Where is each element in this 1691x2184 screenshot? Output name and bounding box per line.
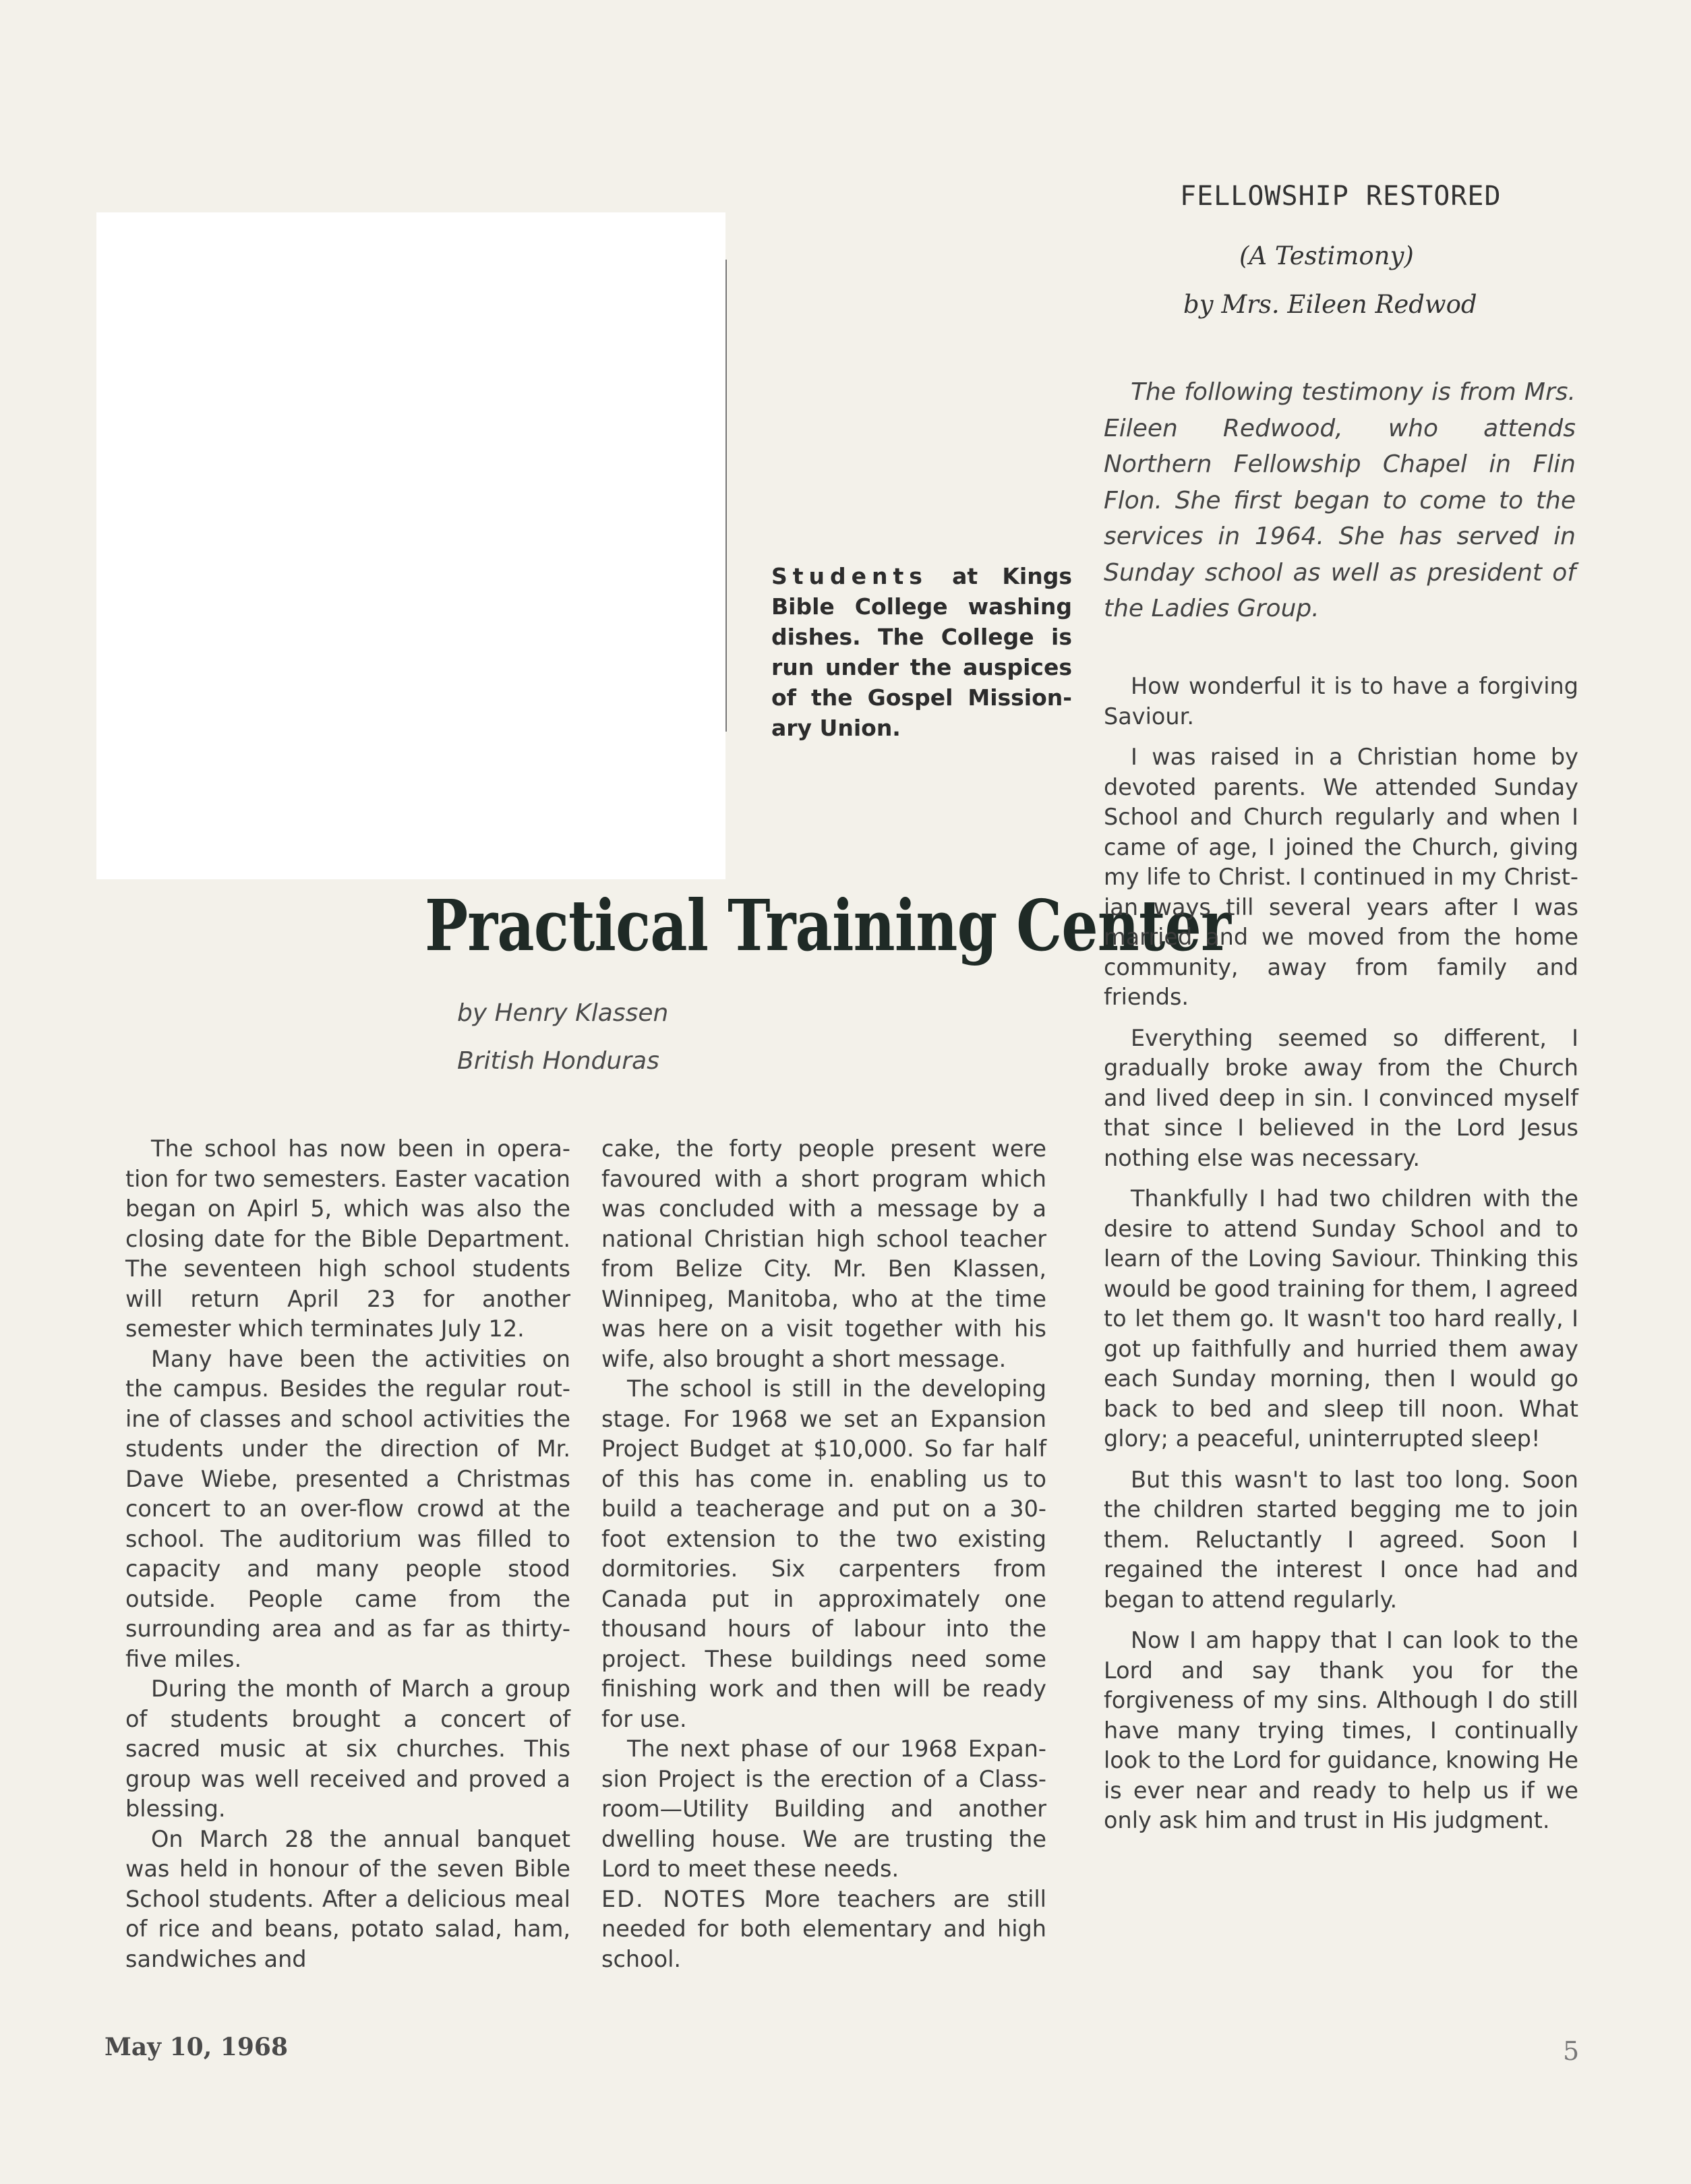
- testimony-paragraph: But this wasn't to last too long. Soon the children started begging me to join them. Reluctantly I agreed. Soon I regained the interest I once had and began to attend regularly.: [1104, 1466, 1578, 1613]
- page-number: 5: [1563, 2036, 1580, 2066]
- caption-text: at Kings Bible College washing dishes. The College is run under the auspices of the Gospel Missionary Union.: [771, 563, 1072, 741]
- photo-placeholder: [96, 212, 725, 879]
- testimony-paragraph: Thankfully I had two children with the desire to attend Sunday School and to learn of the Loving Saviour. Thinking this would be good training for them, I agreed to let them go. It wasn't too hard really, I got up faithfully and hurried them away each Sunday morning, then I would go back to bed and sleep till noon. What glory; a peaceful, uninterrupted sleep!: [1104, 1185, 1578, 1452]
- testimony-subtitle: (A Testimony): [1239, 241, 1414, 270]
- article-paragraph-continued: cake, the forty people present were favoured with a short program which was concluded with a message by a national Christian high school teacher from Belize City. Mr. Ben Klassen, Winnipeg, Manitoba, who at the time was here on a visit together with his wife, also brought a short message.: [601, 1135, 1046, 1372]
- article-paragraph: On March 28 the annual banquet was held in honour of the seven Bible School students. After a delicious meal of rice and beans, potato salad, ham, sandwiches and: [125, 1825, 570, 1972]
- article-author: by Henry Klassen: [457, 999, 669, 1027]
- testimony-paragraph: Now I am happy that I can look to the Lord and say thank you for the forgiveness of my sins. Although I do still have many trying times, I continually look to the Lord for guidance, knowing He is ever near and ready to help us if we only ask him and trust in His judgment.: [1104, 1627, 1578, 1833]
- article-title: Practical Training Center: [425, 884, 1231, 967]
- editor-note-text: More teachers are still needed for both elementary and high school.: [601, 1885, 1046, 1972]
- footer-date: May 10, 1968: [105, 2033, 288, 2061]
- article-paragraph: The next phase of our 1968 Expansion Project is the erection of a Classroom—Utility Building and another dwelling house. We are trusting the Lord to meet these needs.: [601, 1736, 1046, 1882]
- testimony-intro: [1104, 374, 1576, 627]
- testimony-column: [1104, 672, 1578, 1847]
- testimony-paragraph: Everything seemed so different, I gradually broke away from the Church and lived deep in sin. I convinced myself that since I believed in the Lord Jesus nothing else was necessary.: [1104, 1024, 1578, 1171]
- editor-note-label: ED. NOTES: [601, 1885, 747, 1912]
- testimony-paragraph: I was raised in a Christian home by devoted parents. We attended Sunday School and Church regularly and when I came of age, I joined the Church, giving my life to Christ. I continued in my Christian ways till several years after I was married and we moved from the home community, away from family and friends.: [1104, 744, 1578, 1010]
- photo-edge-rule: [725, 260, 727, 732]
- article-paragraph: During the month of March a group of students brought a concert of sacred music at six churches. This group was well received and proved a blessing.: [125, 1676, 570, 1822]
- article-paragraph: The school is still in the developing stage. For 1968 we set an Expansion Project Budget at $10,000. So far half of this has come in. enabling us to build a teacherage and put on a 30-foot extension to the two existing dormitories. Six carpenters from Canada put in approximately one thousand hours of labour into the project. These buildings need some finishing work and then will be ready for use.: [601, 1376, 1046, 1732]
- article-paragraph: Many have been the activities on the campus. Besides the regular routine of classes and school activities the students under the direction of Mr. Dave Wiebe, presented a Christmas concert to an over-flow crowd at the school. The auditorium was filled to capacity and many people stood outside. People came from the surrounding area and as far as thirty-five miles.: [125, 1345, 570, 1672]
- article-location: British Honduras: [457, 1047, 659, 1075]
- testimony-paragraph: How wonderful it is to have a forgiving Saviour.: [1104, 673, 1578, 730]
- editor-note: [601, 1885, 1046, 1975]
- testimony-title: FELLOWSHIP RESTORED: [1180, 181, 1502, 212]
- caption-lead: Students: [771, 563, 928, 589]
- article-column-2: [601, 1134, 1046, 1974]
- article-paragraph: The school has now been in operation for two semesters. Easter vacation began on Apirl 5, which was also the closing date for the Bible Department. The seventeen high school students will return April 23 for another semester which terminates July 12.: [125, 1135, 570, 1342]
- photo-caption: [771, 561, 1072, 743]
- article-column-1: [125, 1134, 570, 1974]
- testimony-author: by Mrs. Eileen Redwod: [1183, 290, 1477, 319]
- testimony-intro-text: The following testimony is from Mrs. Eileen Redwood, who attends Northern Fellowship Chapel in Flin Flon. She first began to come to the services in 1964. She has served in Sunday school as well as president of the Ladies Group.: [1104, 378, 1576, 622]
